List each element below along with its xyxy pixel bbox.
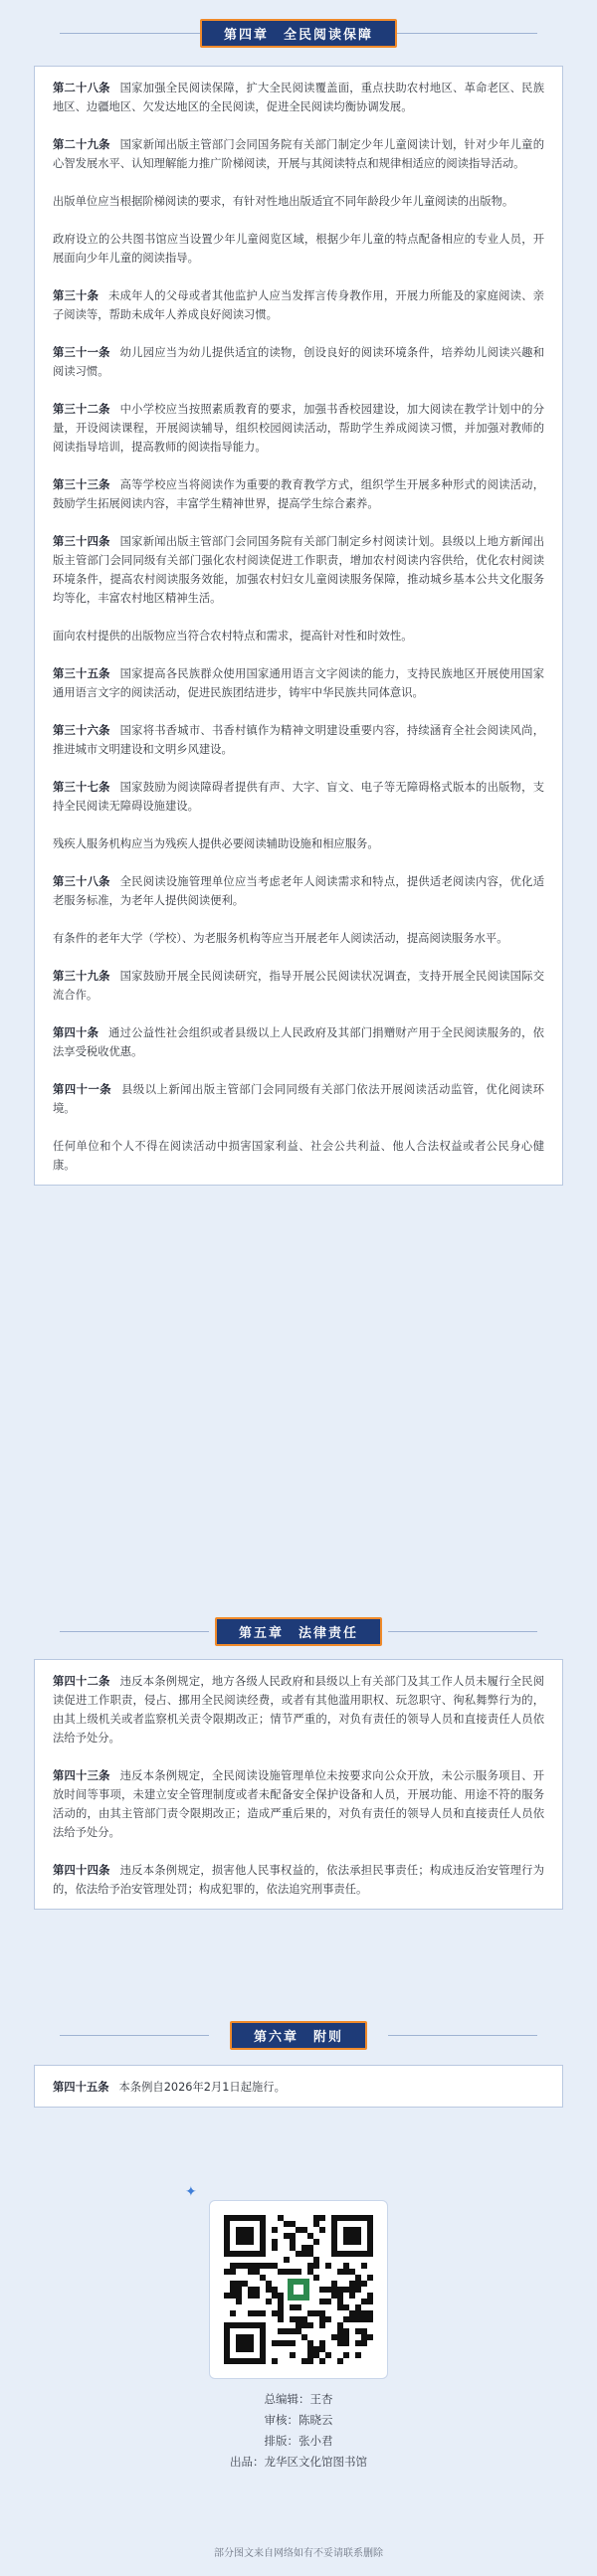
article-text: 违反本条例规定，全民阅读设施管理单位未按要求向公众开放，未公示服务项目、开放时间等事项，未建立安全管理制度或者未配备安全保护设备和人员，开展功能、用途不符的服务活动的，由其主管部门责令限期改正；造成严重后果的，对负有责任的领导人员和直接责任人员依法给予处分。 (53, 1769, 544, 1839)
chapter-6-box (34, 2065, 563, 2108)
article-number: 第四十条 (53, 1026, 100, 1039)
article-paragraph (53, 532, 544, 608)
article-number: 第三十一条 (53, 346, 110, 359)
chapter-6-header (0, 2020, 597, 2050)
chapter-4-header (0, 18, 597, 48)
article-number: 第四十五条 (53, 2081, 109, 2094)
qr-code-card[interactable] (209, 2200, 388, 2379)
article-paragraph (53, 1672, 544, 1748)
article-number: 第三十九条 (53, 970, 110, 983)
article-text: 高等学校应当将阅读作为重要的教育教学方式，组织学生开展多种形式的阅读活动，鼓励学生拓展阅读内容，丰富学生精神世界，提高学生综合素养。 (53, 478, 544, 510)
article-text: 国家鼓励为阅读障碍者提供有声、大字、盲文、电子等无障碍格式版本的出版物，支持全民阅读无障碍设施建设。 (53, 781, 544, 813)
header-line-left (60, 2035, 209, 2036)
article-number: 第四十一条 (53, 1083, 112, 1096)
article-number: 第三十五条 (53, 667, 110, 680)
article-number: 第二十八条 (53, 82, 110, 94)
header-line-left (60, 1631, 209, 1632)
article-paragraph (53, 192, 544, 211)
article-text: 违反本条例规定，地方各级人民政府和县级以上有关部门及其工作人员未履行全民阅读促进工作职责，侵占、挪用全民阅读经费，或者有其他滥用职权、玩忽职守、徇私舞弊行为的，由其上级机关或者监察机关责令限期改正；情节严重的，对负有责任的领导人员和直接责任人员依法给予处分。 (53, 1675, 544, 1745)
header-line-right (388, 1631, 537, 1632)
article-number: 第三十八条 (53, 875, 110, 888)
credit-label: 排版： (264, 2434, 298, 2448)
article-paragraph (53, 135, 544, 173)
chapter-5-box (34, 1659, 563, 1910)
credit-label: 审核： (264, 2413, 298, 2427)
chapter-4-box (34, 66, 563, 1186)
article-text: 本条例自2026年2月1日起施行。 (118, 2081, 286, 2094)
credit-value: 张小君 (298, 2434, 333, 2448)
article-text: 残疾人服务机构应当为残疾人提供必要阅读辅助设施和相应服务。 (53, 837, 379, 850)
article-text: 国家鼓励开展全民阅读研究，指导开展公民阅读状况调查，支持开展全民阅读国际交流合作。 (53, 970, 544, 1002)
article-number: 第四十二条 (53, 1675, 110, 1688)
article-text: 有条件的老年大学（学校）、为老服务机构等应当开展老年人阅读活动，提高阅读服务水平。 (53, 932, 508, 945)
article-number: 第四十三条 (53, 1769, 110, 1782)
article-number: 第三十条 (53, 289, 100, 302)
article-text: 国家提高各民族群众使用国家通用语言文字阅读的能力，支持民族地区开展使用国家通用语言文字的阅读活动，促进民族团结进步，铸牢中华民族共同体意识。 (53, 667, 544, 699)
article-paragraph (53, 343, 544, 381)
credit-value: 陈晓云 (298, 2413, 333, 2427)
article-paragraph (53, 778, 544, 816)
header-line-right (388, 33, 537, 34)
article-paragraph (53, 967, 544, 1005)
article-paragraph (53, 721, 544, 759)
article-paragraph (53, 1766, 544, 1842)
article-text: 全民阅读设施管理单位应当考虑老年人阅读需求和特点，提供适老阅读内容，优化适老服务标准，为老年人提供阅读便利。 (53, 875, 544, 907)
article-text: 国家新闻出版主管部门会同国务院有关部门制定乡村阅读计划。县级以上地方新闻出版主管部门会同同级有关部门强化农村阅读促进工作职责，增加农村阅读内容供给，优化农村阅读环境条件，提高农村阅读服务效能，加强农村妇女儿童阅读服务保障，推动城乡基本公共文化服务均等化，丰富农村地区精神生活。 (53, 535, 544, 605)
credit-value: 王杏 (309, 2392, 333, 2406)
article-paragraph (53, 929, 544, 948)
article-number: 第三十六条 (53, 724, 110, 737)
chapter-6-title: 第六章 附则 (230, 2021, 367, 2050)
article-paragraph (53, 286, 544, 324)
article-paragraph (53, 627, 544, 645)
article-text: 出版单位应当根据阶梯阅读的要求，有针对性地出版适宜不同年龄段少年儿童阅读的出版物。 (53, 195, 514, 208)
article-paragraph (53, 1137, 544, 1175)
article-paragraph (53, 475, 544, 513)
header-line-left (60, 33, 209, 34)
article-text: 幼儿园应当为幼儿提供适宜的读物，创设良好的阅读环境条件，培养幼儿阅读兴趣和阅读习惯。 (53, 346, 544, 378)
article-text: 通过公益性社会组织或者县级以上人民政府及其部门捐赠财产用于全民阅读服务的，依法享受税收优惠。 (53, 1026, 544, 1058)
credit-layout (0, 2431, 597, 2452)
article-paragraph (53, 872, 544, 910)
chapter-4-title: 第四章 全民阅读保障 (200, 19, 397, 48)
article-number: 第三十七条 (53, 781, 110, 794)
footnote: 部分图文来自网络如有不妥请联系删除 (214, 2548, 383, 2559)
chapter-5-title: 第五章 法律责任 (215, 1617, 382, 1646)
article-paragraph (53, 230, 544, 268)
credit-editor-chief (0, 2389, 597, 2410)
article-text: 政府设立的公共图书馆应当设置少年儿童阅览区域，根据少年儿童的特点配备相应的专业人员，开展面向少年儿童的阅读指导。 (53, 233, 544, 265)
article-text: 国家新闻出版主管部门会同国务院有关部门制定少年儿童阅读计划，针对少年儿童的心智发展水平、认知理解能力推广阶梯阅读，开展与其阅读特点和规律相适应的阅读指导活动。 (53, 138, 544, 170)
header-line-right (388, 2035, 537, 2036)
sparkle-icon: ✦ (185, 2184, 197, 2200)
article-paragraph (53, 1080, 544, 1118)
chapter-5-header (0, 1616, 597, 1646)
credit-label: 总编辑： (264, 2392, 310, 2406)
article-number: 第四十四条 (53, 1864, 110, 1877)
credit-label: 出品： (230, 2455, 265, 2469)
qr-code-icon (224, 2215, 373, 2364)
article-text: 违反本条例规定，损害他人民事权益的，依法承担民事责任；构成违反治安管理行为的，依法给予治安管理处罚；构成犯罪的，依法追究刑事责任。 (53, 1864, 544, 1896)
article-text: 面向农村提供的出版物应当符合农村特点和需求，提高针对性和时效性。 (53, 630, 413, 643)
article-text: 国家将书香城市、书香村镇作为精神文明建设重要内容，持续涵育全社会阅读风尚，推进城市文明建设和文明乡风建设。 (53, 724, 544, 756)
article-paragraph (53, 2078, 544, 2097)
article-paragraph (53, 834, 544, 853)
article-paragraph (53, 1861, 544, 1899)
article-text: 县级以上新闻出版主管部门会同同级有关部门依法开展阅读活动监管，优化阅读环境。 (53, 1083, 544, 1115)
article-paragraph (53, 664, 544, 702)
article-number: 第二十九条 (53, 138, 110, 151)
article-paragraph (53, 400, 544, 457)
article-paragraph (53, 79, 544, 116)
credit-value: 龙华区文化馆图书馆 (264, 2455, 367, 2469)
article-text: 中小学校应当按照素质教育的要求，加强书香校园建设，加大阅读在教学计划中的分量，开设阅读课程，开展阅读辅导，组织校园阅读活动，帮助学生养成阅读习惯，并加强对教师的阅读指导培训，提高教师的阅读指导能力。 (53, 403, 544, 454)
article-text: 国家加强全民阅读保障，扩大全民阅读覆盖面，重点扶助农村地区、革命老区、民族地区、边疆地区、欠发达地区的全民阅读，促进全民阅读均衡协调发展。 (53, 82, 544, 113)
credit-reviewer (0, 2410, 597, 2431)
article-number: 第三十四条 (53, 535, 110, 548)
credits (0, 2389, 597, 2473)
credit-publisher (0, 2452, 597, 2473)
article-paragraph (53, 1023, 544, 1061)
article-number: 第三十三条 (53, 478, 110, 491)
article-text: 未成年人的父母或者其他监护人应当发挥言传身教作用，开展力所能及的家庭阅读、亲子阅读等，帮助未成年人养成良好阅读习惯。 (53, 289, 544, 321)
article-number: 第三十二条 (53, 403, 110, 416)
article-text: 任何单位和个人不得在阅读活动中损害国家利益、社会公共利益、他人合法权益或者公民身心健康。 (53, 1140, 544, 1172)
